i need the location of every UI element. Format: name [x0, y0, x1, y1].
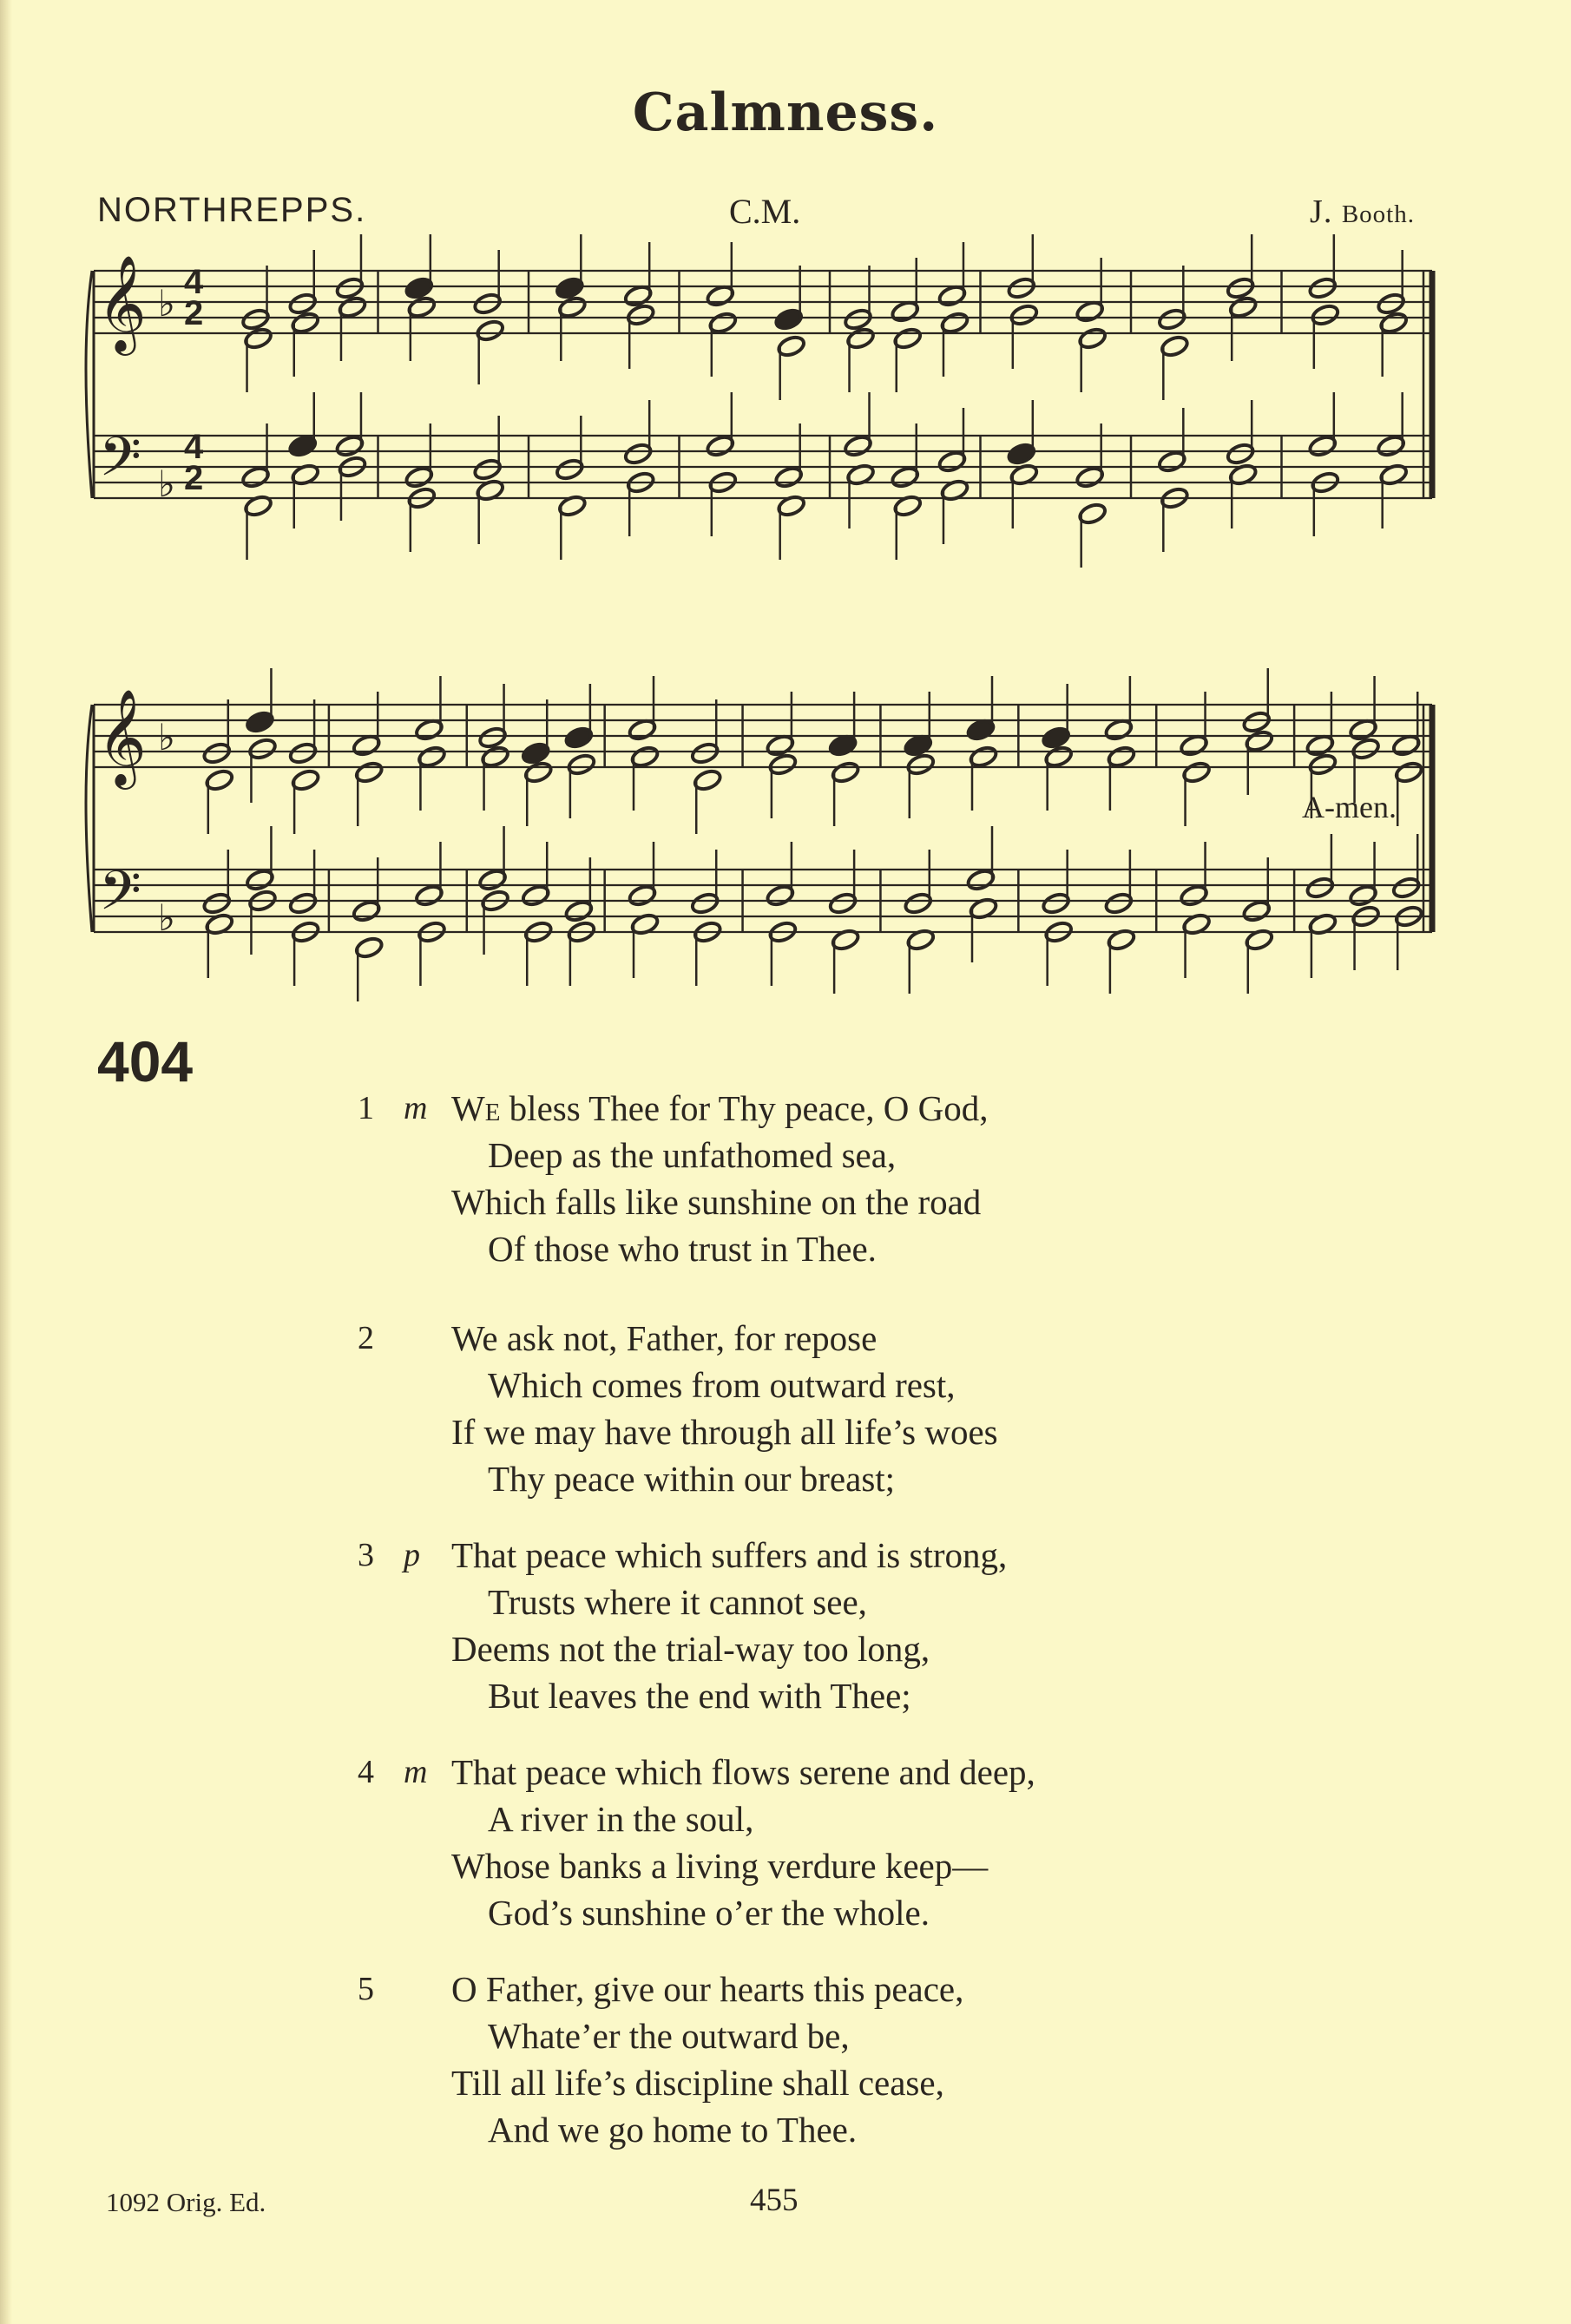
dynamic-marking: m [404, 1090, 428, 1126]
verse-line-text: That peace which suffers and is strong, [451, 1535, 1008, 1575]
composer-initial: J. [1310, 194, 1342, 230]
page-title: Calmness. [632, 82, 939, 143]
verse-line-text: Trusts where it cannot see, [488, 1582, 867, 1622]
verse-line-text: We ask not, Father, for repose [451, 1318, 878, 1358]
dynamic-marking: m [404, 1754, 428, 1790]
verse-line-text: Whate’er the outward be, [488, 2016, 850, 2056]
composer-surname: Booth. [1341, 200, 1415, 228]
verse-line [488, 2012, 850, 2059]
verse-line [488, 1889, 930, 1936]
verse-line-text: But leaves the end with Thee; [488, 1676, 911, 1716]
flat-key-signature-icon: ♭ [158, 282, 175, 325]
treble-clef-icon: 𝄞 [97, 688, 147, 785]
verse-line [451, 1966, 963, 2012]
time-signature: 4 [184, 263, 204, 301]
flat-key-signature-icon: ♭ [158, 463, 175, 505]
system-brace [86, 705, 92, 932]
footer-edition: 1092 Orig. Ed. [106, 2187, 266, 2217]
dynamic-marking: p [404, 1537, 420, 1573]
bass-clef-icon: 𝄢 [99, 858, 141, 936]
verse-line-text: O Father, give our hearts this peace, [451, 1969, 964, 2009]
verse-line [488, 1796, 753, 1842]
verse-line-text: Till all life’s discipline shall cease, [451, 2063, 944, 2103]
verse-number: 2 [358, 1320, 374, 1356]
amen-lyric: A-men. [1302, 790, 1397, 824]
verse-line-text: Which falls like sunshine on the road [451, 1182, 982, 1222]
page-number: 455 [750, 2183, 799, 2218]
verse-line [451, 1408, 998, 1455]
verse-line-text: That peace which flows serene and deep, [451, 1752, 1035, 1792]
verse-line [451, 1178, 981, 1225]
verse-line [451, 2059, 944, 2106]
flat-key-signature-icon: ♭ [158, 716, 175, 758]
music-system-1 [0, 234, 1571, 634]
time-signature: 2 [184, 459, 204, 497]
verse-line-text: Which comes from outward rest, [488, 1365, 956, 1405]
verse-line [451, 1749, 1035, 1796]
verse-line [488, 1455, 895, 1502]
verse-number: 5 [358, 1971, 374, 2007]
verse-line [488, 1225, 877, 1272]
verse-line [451, 1085, 989, 1132]
verse-line-text: If we may have through all life’s woes [451, 1412, 998, 1452]
verse-line [488, 1672, 911, 1719]
verse-line-text: A river in the soul, [488, 1799, 754, 1839]
verse-line-text: God’s sunshine o’er the whole. [488, 1893, 930, 1933]
verse-line [451, 1315, 877, 1362]
verse-line-text: Whose banks a living verdure keep— [451, 1846, 989, 1886]
verse-number: 4 [358, 1754, 374, 1790]
verse-number: 1 [358, 1090, 374, 1126]
verse-line [451, 1842, 988, 1889]
verse-line-text: bless Thee for Thy peace, O God, [500, 1088, 989, 1128]
verse-line-text: Deems not the trial-way too long, [451, 1629, 930, 1669]
verse-number: 3 [358, 1537, 374, 1573]
verse-line [451, 1532, 1007, 1579]
verse-line [488, 2106, 857, 2153]
bass-clef-icon: 𝄢 [99, 424, 141, 502]
verse-line [488, 1362, 956, 1408]
verse-line [488, 1132, 896, 1178]
verse-line [488, 1579, 867, 1625]
verse-line-text: Deep as the unfathomed sea, [488, 1135, 897, 1175]
system-brace [86, 271, 92, 498]
verse-line-text: And we go home to Thee. [488, 2110, 858, 2150]
verse-line [451, 1625, 930, 1672]
verse-first-word: We [451, 1088, 501, 1128]
hymn-number: 404 [97, 1029, 194, 1093]
flat-key-signature-icon: ♭ [158, 896, 175, 939]
tune-name: NORTHREPPS. [97, 191, 367, 229]
tune-composer [1310, 193, 1415, 231]
time-signature: 2 [184, 294, 204, 332]
verse-line-text: Of those who trust in Thee. [488, 1229, 877, 1269]
tune-meter: C.M. [729, 192, 801, 231]
time-signature: 4 [184, 428, 204, 466]
verse-line-text: Thy peace within our breast; [488, 1459, 896, 1499]
treble-clef-icon: 𝄞 [97, 254, 147, 351]
music-system-2 [0, 668, 1571, 1067]
